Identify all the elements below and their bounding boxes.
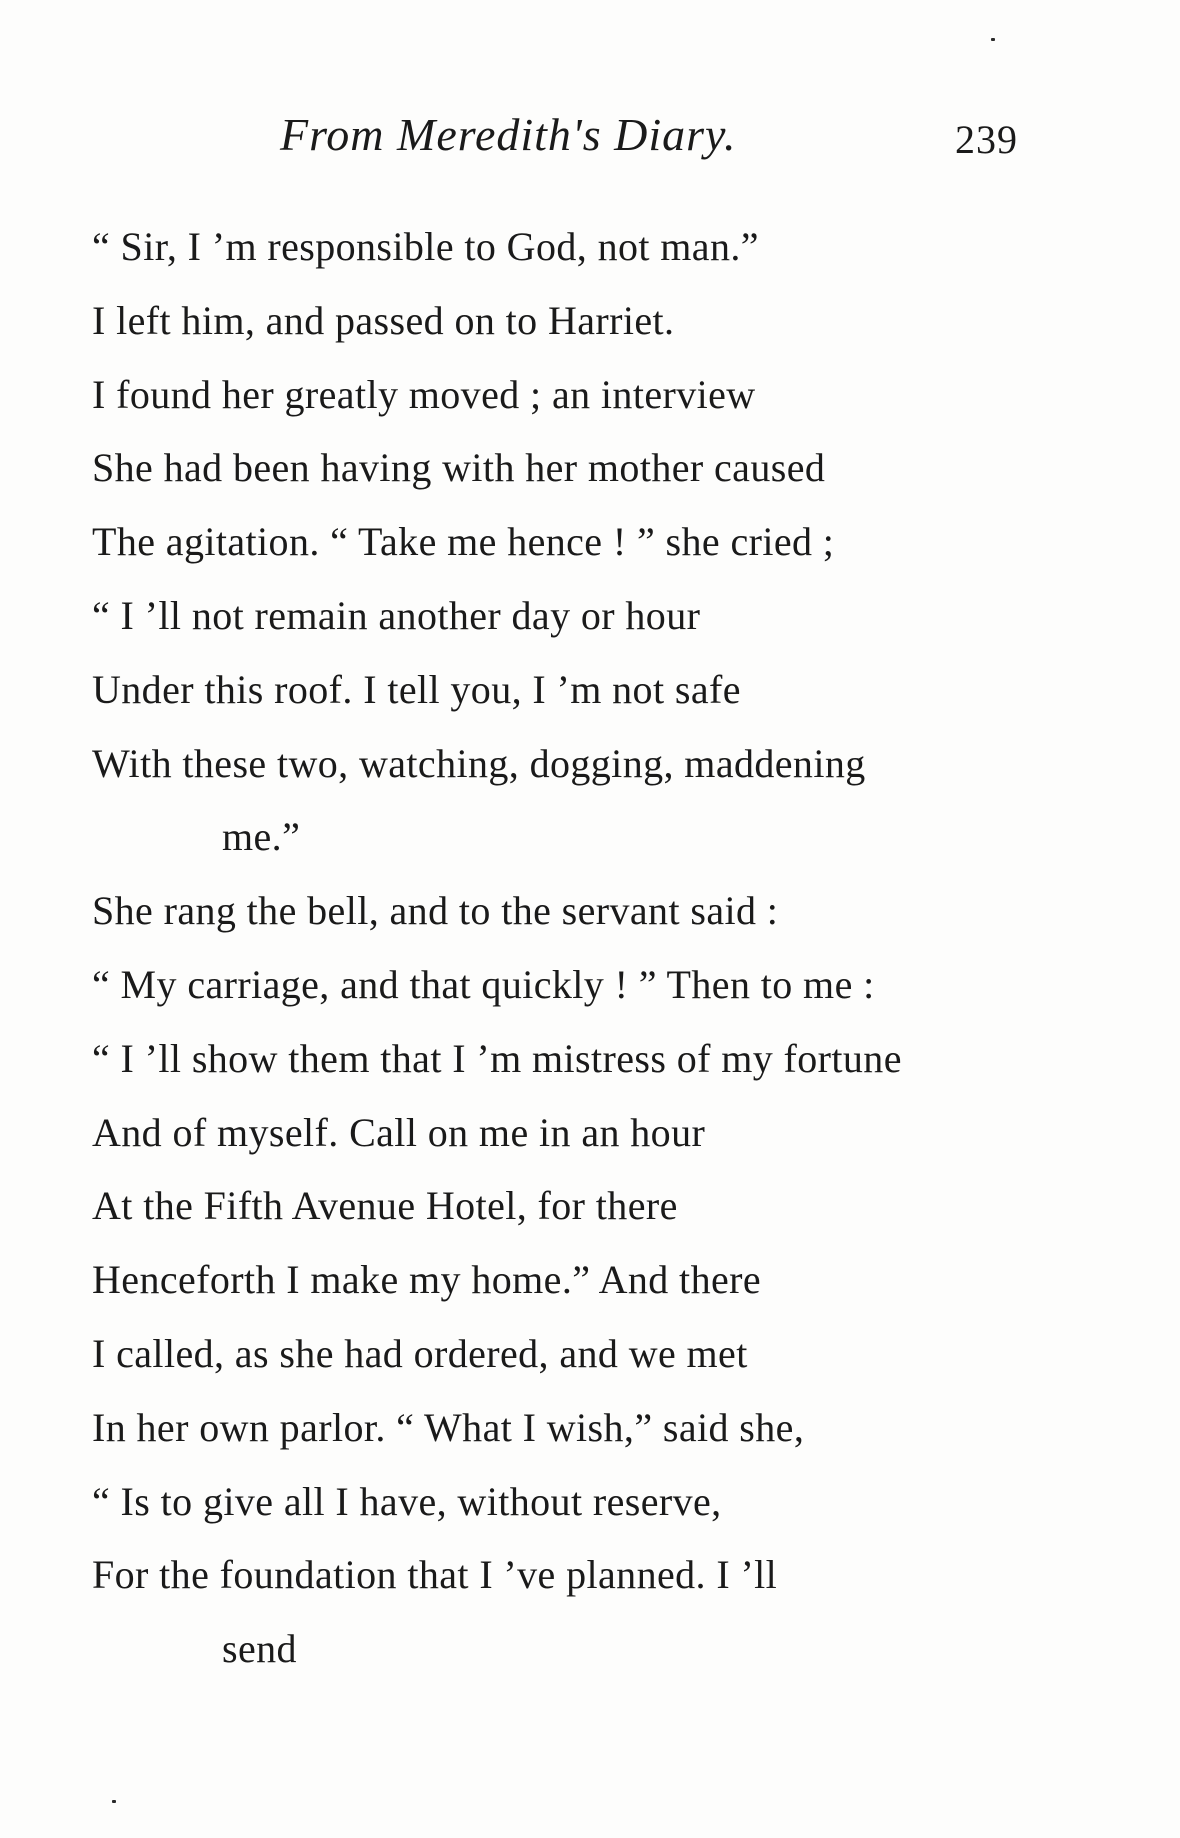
verse-line: At the Fifth Avenue Hotel, for there — [92, 1183, 678, 1229]
verse-line: For the foundation that I ’ve planned. I ’ll — [92, 1552, 778, 1598]
verse-line: “ I ’ll show them that I ’m mistress of my fortune — [92, 1035, 902, 1081]
verse-line: “ My carriage, and that quickly ! ” Then to me : — [92, 961, 875, 1007]
verse-line: She had been having with her mother caused — [92, 445, 826, 491]
verse-line: Henceforth I make my home.” And there — [92, 1257, 761, 1303]
verse-text — [92, 222, 1032, 1698]
verse-line: “ I ’ll not remain another day or hour — [92, 592, 701, 638]
verse-line: “ Is to give all I have, without reserve, — [92, 1478, 722, 1524]
running-title: From Meredith's Diary. — [280, 109, 737, 160]
page-number: 239 — [955, 117, 1018, 162]
verse-line: I called, as she had ordered, and we met — [92, 1330, 748, 1376]
verse-line-continuation: send — [222, 1626, 297, 1672]
verse-line: She rang the bell, and to the servant said : — [92, 888, 779, 934]
print-speck — [991, 38, 995, 41]
verse-line: I found her greatly moved ; an interview — [92, 371, 756, 417]
verse-line: And of myself. Call on me in an hour — [92, 1109, 706, 1155]
verse-line: I left him, and passed on to Harriet. — [92, 297, 675, 343]
verse-line: “ Sir, I ’m responsible to God, not man.” — [92, 224, 759, 269]
verse-line: In her own parlor. “ What I wish,” said she, — [92, 1404, 805, 1450]
verse-line: With these two, watching, dogging, maddening — [92, 740, 866, 786]
verse-line: The agitation. “ Take me hence ! ” she cried ; — [92, 519, 835, 565]
verse-line-continuation: me.” — [222, 814, 301, 860]
print-speck — [112, 1800, 116, 1803]
verse-line: Under this roof. I tell you, I ’m not safe — [92, 666, 741, 712]
